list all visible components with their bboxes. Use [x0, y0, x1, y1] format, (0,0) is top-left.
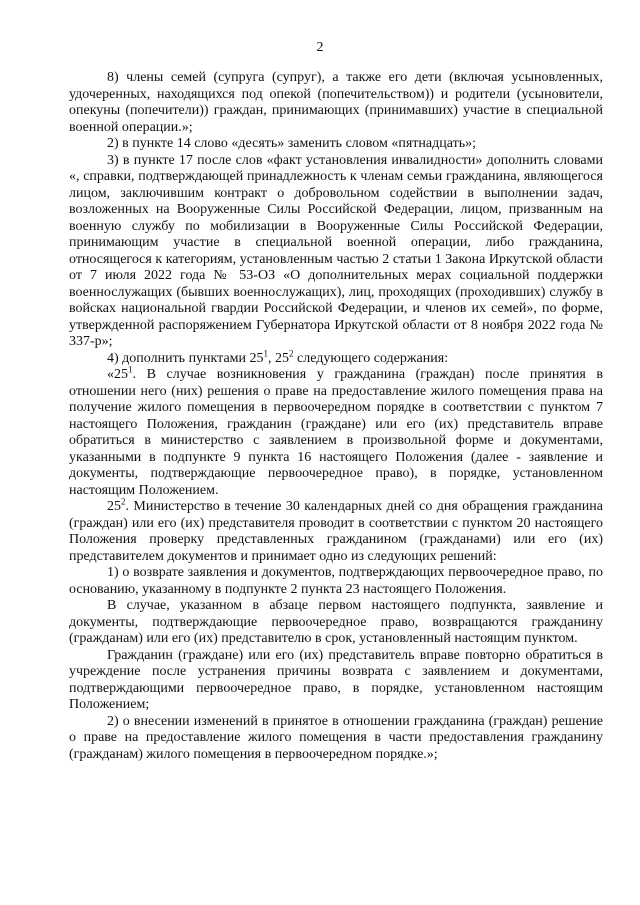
- paragraph-amendment-point-14: 2) в пункте 14 слово «десять» заменить словом «пятнадцать»;: [107, 136, 476, 151]
- paragraph-decision-1: 1) о возврате заявления и документов, подтверждающих первоочередное право, по основанию, указанному в подпункте 2 пункта 23 настоящего Положения.: [69, 565, 603, 597]
- superscript: 1: [128, 364, 133, 375]
- paragraph-amendment-point-17: 3) в пункте 17 после слов «факт установления инвалидности» дополнить словами «, справки, подтверждающей принадлежность к членам семьи гражданина, являющегося лицом, заключившим контракт о добровольном содействии в выполнении задач, возложенных на Вооруженные Силы Российской Федерации, лицом, призванным на военную службу по мобилизации в Вооруженные Силы Российской Федерации, принимающим участие в специальной военной операции, либо гражданина, относящегося к категориям, установленным частью 2 статьи 1 Закона Иркутской области от 7 июля 2022 года № 53-ОЗ «О дополнительных мерах социальной поддержки военнослужащих (бывших военнослужащих), лиц, проходящих (проходивших) службу в войсках национальной гвардии Российской Федерации, и членов их семей», по форме, утвержденной распоряжением Губернатора Иркутской области от 8 ноября 2022 года № 337-р»;: [69, 152, 603, 349]
- superscript: 2: [289, 347, 294, 358]
- paragraph-point-25-1: [69, 364, 603, 499]
- paragraph-add-points: [69, 347, 603, 368]
- text-fragment: . В случае возникновения у гражданина (граждан) после принятия в отношении него (них) решения о праве на предоставление жилого помещения права на получение жилого помещения в первоочередном порядке в соответствии с пунктом 7 настоящего Положения, гражданин (граждане) или его (их) представитель вправе обратиться в министерство с заявлением в произвольной форме и документами, указанными в подпункте 9 пункта 16 настоящего Положения (далее - заявление и документы, подтверждающие первоочередное право), в порядке, установленном настоящим Положением.: [69, 367, 603, 498]
- text-fragment: . Министерство в течение 30 календарных дней со дня обращения гражданина (граждан) или его (их) представителя проводит в соответствии с пунктом 20 настоящего Положения проверку представленных гражданином (гражданами) или его (их) представителем документов и принимает одно из следующих решений:: [69, 499, 603, 564]
- text-fragment: 25: [107, 499, 121, 514]
- paragraph-point-25-2: [69, 496, 603, 565]
- paragraph-decision-1-return: В случае, указанном в абзаце первом настоящего подпункта, заявление и документы, подтверждающие первоочередное право, возвращаются гражданину (гражданам) или его (их) представителю в срок, установленный настоящим пунктом.: [69, 598, 603, 646]
- paragraph-item-8-family-members: 8) члены семей (супруга (супруг), а также его дети (включая усыновленных, удочеренных, находящихся под опекой (попечительством)) и родители (усыновители, опекуны (попечители)) граждан, принимающих (принимавших) участие в специальной военной операции.»;: [69, 70, 603, 135]
- paragraph-decision-1-reapply: Гражданин (граждане) или его (их) представитель вправе повторно обратиться в учреждение после устранения причины возврата с заявлением и документами, подтверждающими первоочередное право, в порядке, установленном настоящим Положением;: [69, 647, 603, 712]
- text-fragment: , 25: [268, 350, 290, 366]
- text-fragment: следующего содержания:: [293, 350, 449, 366]
- text-fragment: «25: [107, 367, 128, 382]
- paragraph-decision-2: 2) о внесении изменений в принятое в отношении гражданина (граждан) решение о праве на предоставление жилого помещения в части предоставления гражданину (гражданам) жилого помещения в первоочередном порядке.»;: [69, 713, 603, 762]
- document-body: [69, 70, 603, 763]
- superscript: 1: [263, 347, 269, 358]
- page-number: 2: [316, 40, 324, 55]
- superscript: 2: [121, 496, 126, 507]
- text-fragment: 4) дополнить пунктами 25: [107, 350, 264, 366]
